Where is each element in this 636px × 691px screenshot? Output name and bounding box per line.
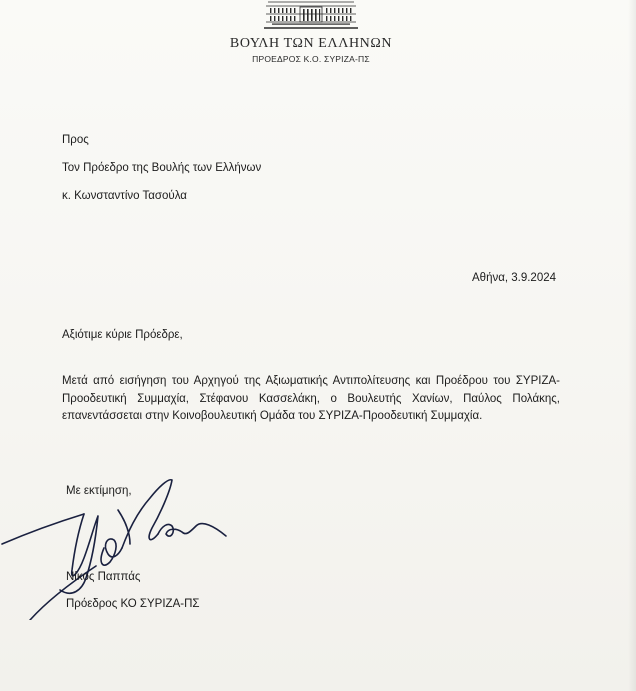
body-paragraph: Μετά από εισήγηση του Αρχηγού της Αξιωματικής Αντιπολίτευσης και Προέδρου του ΣΥΡΙΖΑ-Προοδευτική Συμμαχία, Στέφανου Κασσελάκη, ο Βουλευτής Χανίων, Παύλος Πολάκης, επανεντάσσεται στην Κοινοβουλευτική Ομάδα του ΣΥΡΙΖΑ-Προοδευτική Συμμαχία. (62, 375, 560, 422)
salutation: Αξιότιμε κύριε Πρόεδρε, (62, 329, 183, 341)
recipient-name: Τον Πρόεδρο της Βουλής των Ελλήνων (62, 162, 262, 174)
signer-title: Πρόεδρος ΚΟ ΣΥΡΙΖΑ-ΠΣ (66, 598, 200, 610)
signer-name: Νίκος Παππάς (66, 571, 141, 583)
parliament-building-icon (262, 0, 360, 30)
recipient-person: κ. Κωνσταντίνο Τασούλα (62, 190, 187, 202)
page-edge-shadow (628, 0, 636, 691)
closing-line: Με εκτίμηση, (66, 485, 132, 497)
letterhead-title: ΒΟΥΛΗ ΤΩΝ ΕΛΛΗΝΩΝ (229, 36, 393, 51)
letter-date: Αθήνα, 3.9.2024 (472, 272, 557, 284)
letterhead-subtitle: ΠΡΟΕΔΡΟΣ Κ.Ο. ΣΥΡΙΖΑ-ΠΣ (252, 54, 370, 64)
recipient-to: Προς (62, 134, 89, 146)
